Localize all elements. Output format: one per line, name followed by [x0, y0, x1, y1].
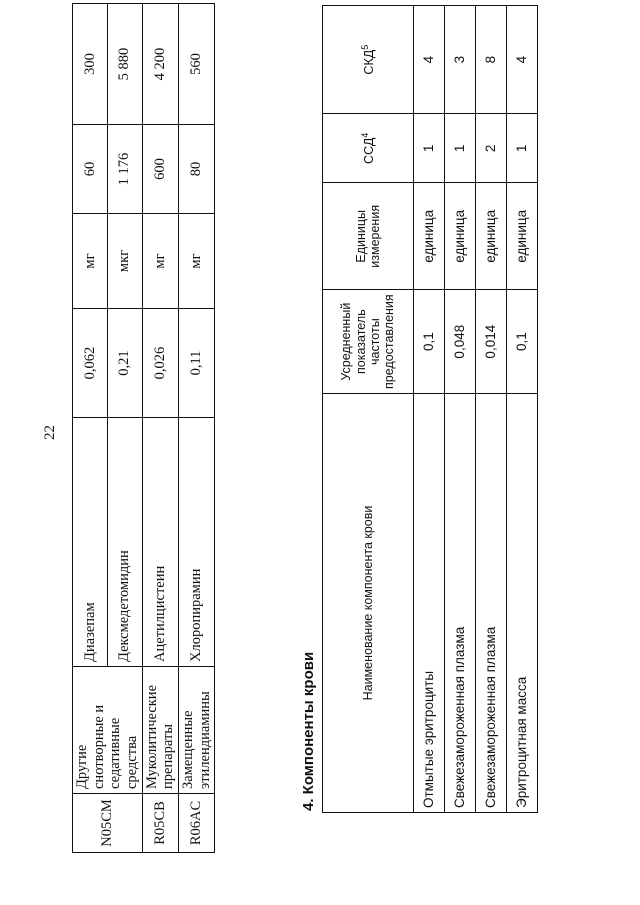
- component-frequency: 0,1: [414, 290, 445, 394]
- header-unit: Единицы измерения: [323, 183, 414, 290]
- component-unit: единица: [445, 183, 476, 290]
- table-row: [179, 4, 215, 853]
- drug-skd: 300: [73, 4, 108, 125]
- header-ssd: [323, 114, 414, 183]
- drug-unit: мкг: [107, 214, 142, 309]
- drug-frequency: 0,062: [73, 309, 108, 418]
- drug-frequency: 0,11: [179, 309, 215, 418]
- drug-frequency: 0,21: [107, 309, 142, 418]
- drug-ssd: 1 176: [107, 125, 142, 214]
- drug-skd: 5 880: [107, 4, 142, 125]
- component-name: Эритроцитная масса: [507, 394, 538, 813]
- component-skd: 4: [414, 6, 445, 114]
- drug-name: Дексмедетомидин: [107, 418, 142, 667]
- table-row: [414, 6, 445, 813]
- header-frequency: Усредненный показатель частоты предоставления: [323, 290, 414, 394]
- component-ssd: 2: [476, 114, 507, 183]
- drug-name: Ацетилцистеин: [142, 418, 178, 667]
- header-skd-footnote: 5: [359, 44, 370, 50]
- drug-ssd: 600: [142, 125, 178, 214]
- drug-ssd: 80: [179, 125, 215, 214]
- table-row: [73, 4, 108, 853]
- drug-group: Другие снотворные и седативные средства: [73, 667, 143, 794]
- drug-frequency: 0,026: [142, 309, 178, 418]
- component-skd: 3: [445, 6, 476, 114]
- component-ssd: 1: [445, 114, 476, 183]
- section-heading: 4. Компоненты крови: [300, 651, 317, 811]
- drug-ssd: 60: [73, 125, 108, 214]
- table-row: [142, 4, 178, 853]
- header-skd: [323, 6, 414, 114]
- drug-name: Диазепам: [73, 418, 108, 667]
- drug-skd: 560: [179, 4, 215, 125]
- table-row: [507, 6, 538, 813]
- blood-components-table: [322, 5, 538, 813]
- drug-unit: мг: [73, 214, 108, 309]
- component-name: Свежезамороженная плазма: [445, 394, 476, 813]
- drug-unit: мг: [179, 214, 215, 309]
- table-header-row: [323, 6, 414, 813]
- component-unit: единица: [507, 183, 538, 290]
- header-name: Наименование компонента крови: [323, 394, 414, 813]
- drug-group: Замещенные этилендиамины: [179, 667, 215, 794]
- header-skd-label: СКД: [361, 49, 376, 75]
- component-frequency: 0,1: [507, 290, 538, 394]
- drug-group: Муколитические препараты: [142, 667, 178, 794]
- page-number: 22: [42, 425, 58, 440]
- component-ssd: 1: [507, 114, 538, 183]
- header-ssd-label: ССД: [361, 137, 376, 164]
- header-ssd-footnote: 4: [359, 132, 370, 138]
- component-ssd: 1: [414, 114, 445, 183]
- atc-code: R05CB: [142, 794, 178, 853]
- component-frequency: 0,014: [476, 290, 507, 394]
- table-row: [445, 6, 476, 813]
- component-skd: 8: [476, 6, 507, 114]
- component-unit: единица: [414, 183, 445, 290]
- table-row: [476, 6, 507, 813]
- component-name: Отмытые эритроциты: [414, 394, 445, 813]
- drug-unit: мг: [142, 214, 178, 309]
- component-name: Свежезамороженная плазма: [476, 394, 507, 813]
- drug-skd: 4 200: [142, 4, 178, 125]
- component-skd: 4: [507, 6, 538, 114]
- drug-name: Хлоропирамин: [179, 418, 215, 667]
- component-frequency: 0,048: [445, 290, 476, 394]
- atc-code: N05CM: [73, 794, 143, 853]
- component-unit: единица: [476, 183, 507, 290]
- atc-code: R06AC: [179, 794, 215, 853]
- drug-table: [72, 3, 215, 853]
